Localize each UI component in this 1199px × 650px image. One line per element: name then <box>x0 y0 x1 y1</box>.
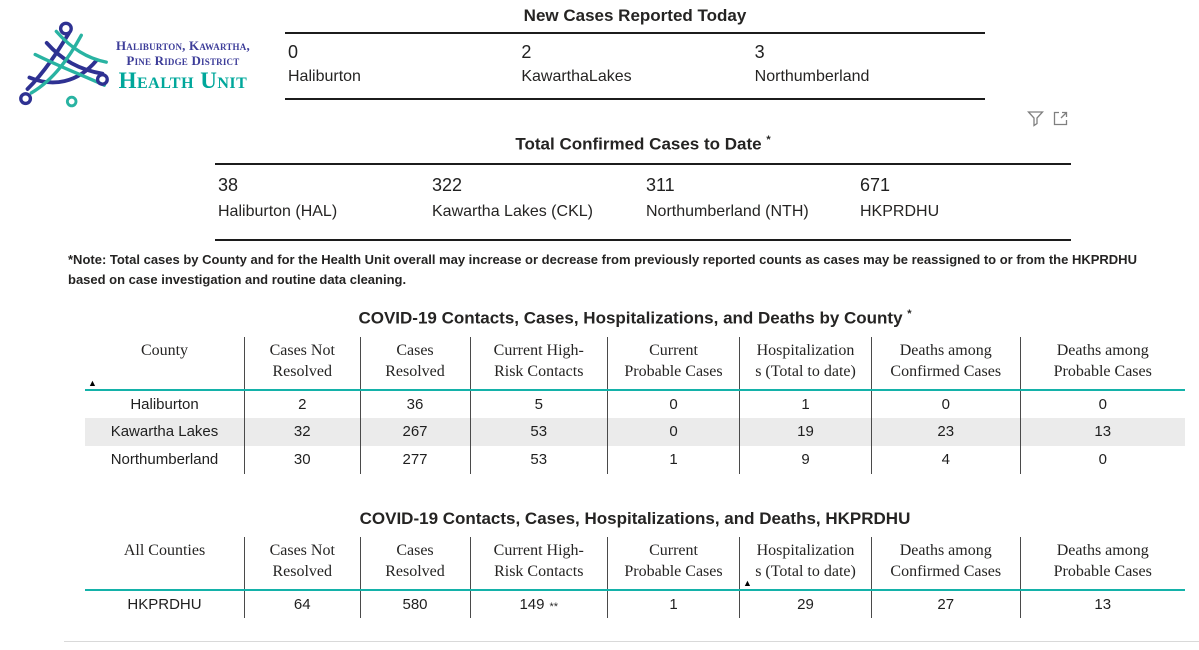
column-header-deaths-confirmed[interactable] <box>872 537 1021 590</box>
row-label: Northumberland <box>110 451 219 469</box>
row-label: Kawartha Lakes <box>85 418 245 446</box>
table-cell: 267 <box>360 418 470 446</box>
county-table <box>85 337 1185 474</box>
table-cell <box>470 590 608 618</box>
county-table-visual <box>85 302 1185 474</box>
health-unit-logo-icon <box>16 18 112 114</box>
header-line2: Confirmed Cases <box>890 362 1002 380</box>
card-label: Northumberland <box>754 68 870 85</box>
new-cases-item-northumberland <box>752 40 985 88</box>
header-line1: Hospitalization <box>756 341 855 359</box>
column-header-current-high-risk-contacts[interactable] <box>470 537 608 590</box>
header-line1: Deaths among <box>1056 341 1149 359</box>
header-line2: Probable Cases <box>1053 563 1152 580</box>
header-line1: Cases Not <box>269 542 335 559</box>
logo-text-line2: Pine Ridge District <box>126 53 240 68</box>
header-line2: Resolved <box>272 563 333 580</box>
visual-header <box>1027 110 1069 127</box>
row-label: HKPRDHU <box>127 596 202 613</box>
title-asterisk: * <box>907 308 912 320</box>
header-line2: Resolved <box>385 563 445 580</box>
header-line1: Current High- <box>493 542 584 559</box>
header-line1: Cases Not <box>269 341 335 359</box>
county-table-title <box>85 302 1185 331</box>
total-cases-item-northumberland <box>643 173 857 223</box>
column-header-all-counties[interactable] <box>85 537 245 590</box>
new-cases-title: New Cases Reported Today <box>523 6 747 25</box>
column-header-hospitalizations[interactable] <box>740 537 872 590</box>
header-line1: Deaths among <box>899 542 992 559</box>
sort-ascending-icon[interactable]: ▲ <box>743 578 752 588</box>
table-cell: 9 <box>740 446 872 474</box>
table-row-haliburton <box>85 390 1185 418</box>
card-label: HKPRDHU <box>860 202 940 220</box>
table-cell: 53 <box>470 418 608 446</box>
card-label: KawarthaLakes <box>521 68 632 85</box>
table-row-northumberland <box>85 446 1185 474</box>
header-line2: Risk Contacts <box>494 362 584 380</box>
column-header-current-probable-cases[interactable] <box>608 337 740 390</box>
card-label: Northumberland (NTH) <box>646 202 809 220</box>
table-cell: 1 <box>740 390 872 418</box>
header-line2: s (Total to date) <box>755 563 856 580</box>
table-cell: 23 <box>872 418 1021 446</box>
new-cases-item-haliburton <box>285 40 518 88</box>
hkprdhu-table-title: COVID-19 Contacts, Cases, Hospitalizations, and Deaths, HKPRDHU <box>359 509 911 528</box>
logo-text-line1: Haliburton, Kawartha, <box>116 38 250 53</box>
health-unit-logo <box>16 18 250 114</box>
header-line1: County <box>140 341 189 359</box>
table-cell: 580 <box>360 590 470 618</box>
column-header-cases-resolved[interactable] <box>360 337 470 390</box>
header-line2: Confirmed Cases <box>890 563 1002 580</box>
column-header-deaths-probable[interactable] <box>1020 337 1185 390</box>
card-label: Haliburton (HAL) <box>218 202 338 220</box>
card-label: Haliburton <box>288 68 361 85</box>
card-value: 38 <box>218 174 239 195</box>
column-header-current-probable-cases[interactable] <box>608 537 740 590</box>
total-cases-item-hkprdhu <box>857 173 1071 223</box>
table-row-hkprdhu <box>85 590 1185 618</box>
hkprdhu-table-visual <box>85 507 1185 618</box>
table-cell: 1 <box>608 446 740 474</box>
table-cell: 13 <box>1020 590 1185 618</box>
column-header-deaths-confirmed[interactable] <box>872 337 1021 390</box>
hkprdhu-table <box>85 537 1185 618</box>
card-value: 3 <box>754 42 765 62</box>
header-line2: Risk Contacts <box>494 563 584 580</box>
table-cell: 36 <box>360 390 470 418</box>
header-line1: Cases <box>396 341 434 359</box>
sort-ascending-icon[interactable]: ▲ <box>88 377 97 388</box>
table-cell: 27 <box>872 590 1021 618</box>
card-value: 311 <box>646 174 675 195</box>
table-cell: 277 <box>360 446 470 474</box>
table-cell: 19 <box>740 418 872 446</box>
header-line2: Probable Cases <box>624 362 723 380</box>
column-header-cases-not-resolved[interactable] <box>245 337 361 390</box>
footnote-asterisks: ** <box>549 601 559 613</box>
header-line2: s (Total to date) <box>755 362 856 380</box>
column-header-cases-not-resolved[interactable] <box>245 537 361 590</box>
divider <box>215 239 1071 241</box>
title-asterisk: * <box>766 134 771 146</box>
header-line1: Current <box>649 341 698 359</box>
card-value: 322 <box>432 174 463 195</box>
header-line2: Resolved <box>272 362 333 380</box>
total-cases-item-kawartha-lakes <box>429 173 643 223</box>
table-cell: 0 <box>872 390 1021 418</box>
table-cell: 29 <box>740 590 872 618</box>
header-line1: Deaths among <box>899 341 992 359</box>
note-text: *Note: Total cases by County and for the Health Unit overall may increase or decrease from previously reported counts as cases may be reassigned to or from the HKPRDHU based on case investigation and routine data cleaning. <box>68 252 1137 287</box>
total-cases-item-haliburton <box>215 173 429 223</box>
county-table-header-row <box>85 337 1185 390</box>
new-cases-item-kawarthalakes <box>518 40 751 88</box>
hkprdhu-table-header-row <box>85 537 1185 590</box>
total-cases-title-text: Total Confirmed Cases to Date <box>515 134 762 154</box>
card-value: 671 <box>860 174 891 195</box>
table-cell: 1 <box>608 590 740 618</box>
card-value: 0 <box>288 42 299 62</box>
header-line1: Deaths among <box>1056 542 1149 559</box>
focus-mode-icon[interactable] <box>1052 110 1069 127</box>
table-cell: 4 <box>872 446 1021 474</box>
cell-value: 149 <box>519 596 545 613</box>
column-header-deaths-probable[interactable] <box>1020 537 1185 590</box>
table-cell: 0 <box>1020 446 1185 474</box>
column-header-cases-resolved[interactable] <box>360 537 470 590</box>
table-cell: 64 <box>245 590 361 618</box>
table-cell: 2 <box>245 390 361 418</box>
column-header-hospitalizations[interactable] <box>740 337 872 390</box>
divider <box>285 98 985 100</box>
county-table-title-text: COVID-19 Contacts, Cases, Hospitalizations, and Deaths by County <box>358 308 903 328</box>
row-label: Haliburton <box>130 395 199 413</box>
card-label: Kawartha Lakes (CKL) <box>432 202 593 220</box>
column-header-county[interactable] <box>85 337 245 390</box>
header-line2: Resolved <box>385 362 445 380</box>
header-line2: Probable Cases <box>624 563 723 580</box>
total-cases-title <box>215 128 1071 157</box>
card-value: 2 <box>521 42 532 62</box>
table-cell: 5 <box>470 390 608 418</box>
filter-icon[interactable] <box>1027 110 1044 127</box>
header-line1: Hospitalization <box>756 542 855 559</box>
header-line1: Current <box>649 542 698 559</box>
table-cell: 53 <box>470 446 608 474</box>
table-cell: 0 <box>1020 390 1185 418</box>
table-cell: 30 <box>245 446 361 474</box>
table-cell: 0 <box>608 390 740 418</box>
total-cases-card <box>215 128 1071 241</box>
table-cell: 0 <box>608 418 740 446</box>
column-header-current-high-risk-contacts[interactable] <box>470 337 608 390</box>
logo-text-line3: Health Unit <box>118 68 248 93</box>
header-line1: Cases <box>396 542 434 559</box>
new-cases-card <box>285 4 985 100</box>
table-cell: 13 <box>1020 418 1185 446</box>
header-line1: Current High- <box>493 341 584 359</box>
table-row-kawartha-lakes <box>85 418 1185 446</box>
page-bottom-divider <box>64 641 1199 642</box>
header-line1: All Counties <box>123 542 206 559</box>
table-cell: 32 <box>245 418 361 446</box>
header-line2: Probable Cases <box>1053 362 1152 380</box>
